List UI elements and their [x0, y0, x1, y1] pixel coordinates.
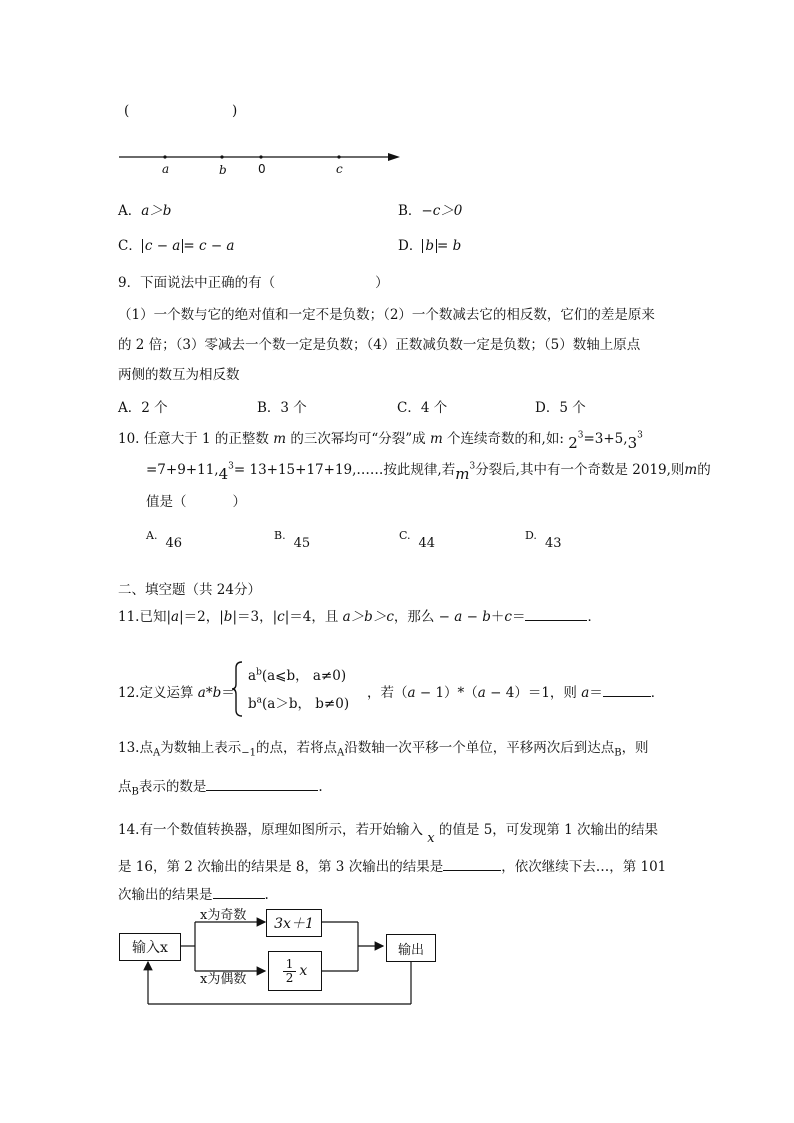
flow-output-box: 输出	[386, 934, 436, 962]
flow-input-box: 输入x	[119, 933, 181, 961]
q9-option-a: A．2 个	[118, 400, 168, 416]
q10-line-1: 10. 任意大于 1 的正整数 m 的三次幂均可“分裂”成 m 个连续奇数的和,如: $2^3=3+5,3^3$	[118, 430, 643, 452]
q12-suffix: ，若（a − 1）*（a − 4）＝1，则 a＝ ．	[367, 681, 664, 701]
q8-option-d: D． b = b	[398, 238, 462, 254]
point-b	[220, 155, 223, 158]
point-zero	[259, 155, 262, 158]
q9-option-b: B．3 个	[257, 400, 307, 416]
q13-line-2: 点$_B$表示的数是 .	[118, 775, 323, 798]
q12-brace	[230, 660, 246, 718]
q10-line-2: $=7+9+11,4^3=$ 13+15+17+19,……按此规律,若$m^3$分裂后,其中有一个奇数是 2019,则m的	[146, 461, 711, 483]
q12-prefix: 12.定义运算 a*b＝	[118, 685, 235, 701]
q9-stem: 9．下面说法中正确的有（ ）	[118, 275, 389, 291]
q14-line-2: 是 16，第 2 次输出的结果是 8，第 3 次输出的结果是 ，依次继续下去…，第 101	[118, 855, 666, 875]
q10-option-b: B.45	[274, 529, 311, 551]
q9-option-c: C．4 个	[397, 400, 448, 416]
q9-line-3: 两侧的数互为相反数	[118, 367, 240, 383]
q8-option-c: C． c − a = c − a	[118, 238, 235, 254]
numberline-label-c: c	[336, 162, 343, 176]
q8-option-b: B．−c＞0	[398, 203, 463, 219]
q13-line-1: 13.点$_A$为数轴上表示$_{-1}$的点，若将点$_A$沿数轴一次平移一个单位，平移两次后到达点$_B$，则	[118, 740, 649, 759]
numberline-label-b: b	[219, 163, 227, 177]
q14-line-1: 14.有一个数值转换器，原理如图所示，若开始输入 x 的值是 5，可发现第 1 次输出的结果	[118, 822, 658, 846]
q14-answer-blank-1[interactable]	[443, 856, 501, 871]
q9-line-2: 的 2 倍；（3）零减去一个数一定是负数；（4）正数减负数一定是负数；（5）数轴上原点	[118, 337, 641, 353]
flow-odd-label: x为奇数	[200, 908, 247, 923]
point-c	[337, 155, 340, 158]
q10-option-d: D.43	[525, 529, 562, 551]
q10-line-3: 值是（ ）	[146, 494, 246, 510]
q9-option-d: D．5 个	[535, 400, 586, 416]
flow-even-label: x为偶数	[200, 972, 247, 987]
flow-odd-box: 3x＋1	[266, 909, 322, 937]
q12-case-2: $b^a(a>b$， b≠0)	[248, 695, 350, 712]
q10-option-c: C.44	[399, 529, 436, 551]
q8-option-a: A．a＞b	[118, 203, 172, 219]
q10-option-a: A.46	[146, 529, 182, 551]
section-2-title: 二、填空题（共 24分）	[118, 582, 261, 598]
q14-answer-blank-2[interactable]	[213, 884, 265, 899]
q8-paren-close: )	[232, 103, 238, 119]
q12-answer-blank[interactable]	[603, 682, 651, 697]
q9-line-1: （1）一个数与它的绝对值和一定不是负数；（2）一个数减去它的相反数，它们的差是原来	[118, 307, 655, 323]
q12-case-1: $a^b(a⩽b$， a≠0)	[248, 667, 347, 684]
numberline-label-zero: 0	[258, 162, 266, 176]
q8-paren-open: (	[124, 103, 130, 119]
point-a	[163, 155, 166, 158]
q14-line-3: 次输出的结果是 .	[118, 883, 269, 903]
q13-answer-blank[interactable]	[206, 776, 318, 791]
numberline-label-a: a	[162, 162, 170, 176]
flow-even-box: 1 2 x	[268, 951, 322, 991]
q11-text: 11.已知|a|＝2，|b|＝3，|c|＝4，且 a＞b＞c，那么 − a − b＋c＝ ．	[118, 605, 601, 625]
q11-answer-blank[interactable]	[525, 606, 587, 621]
